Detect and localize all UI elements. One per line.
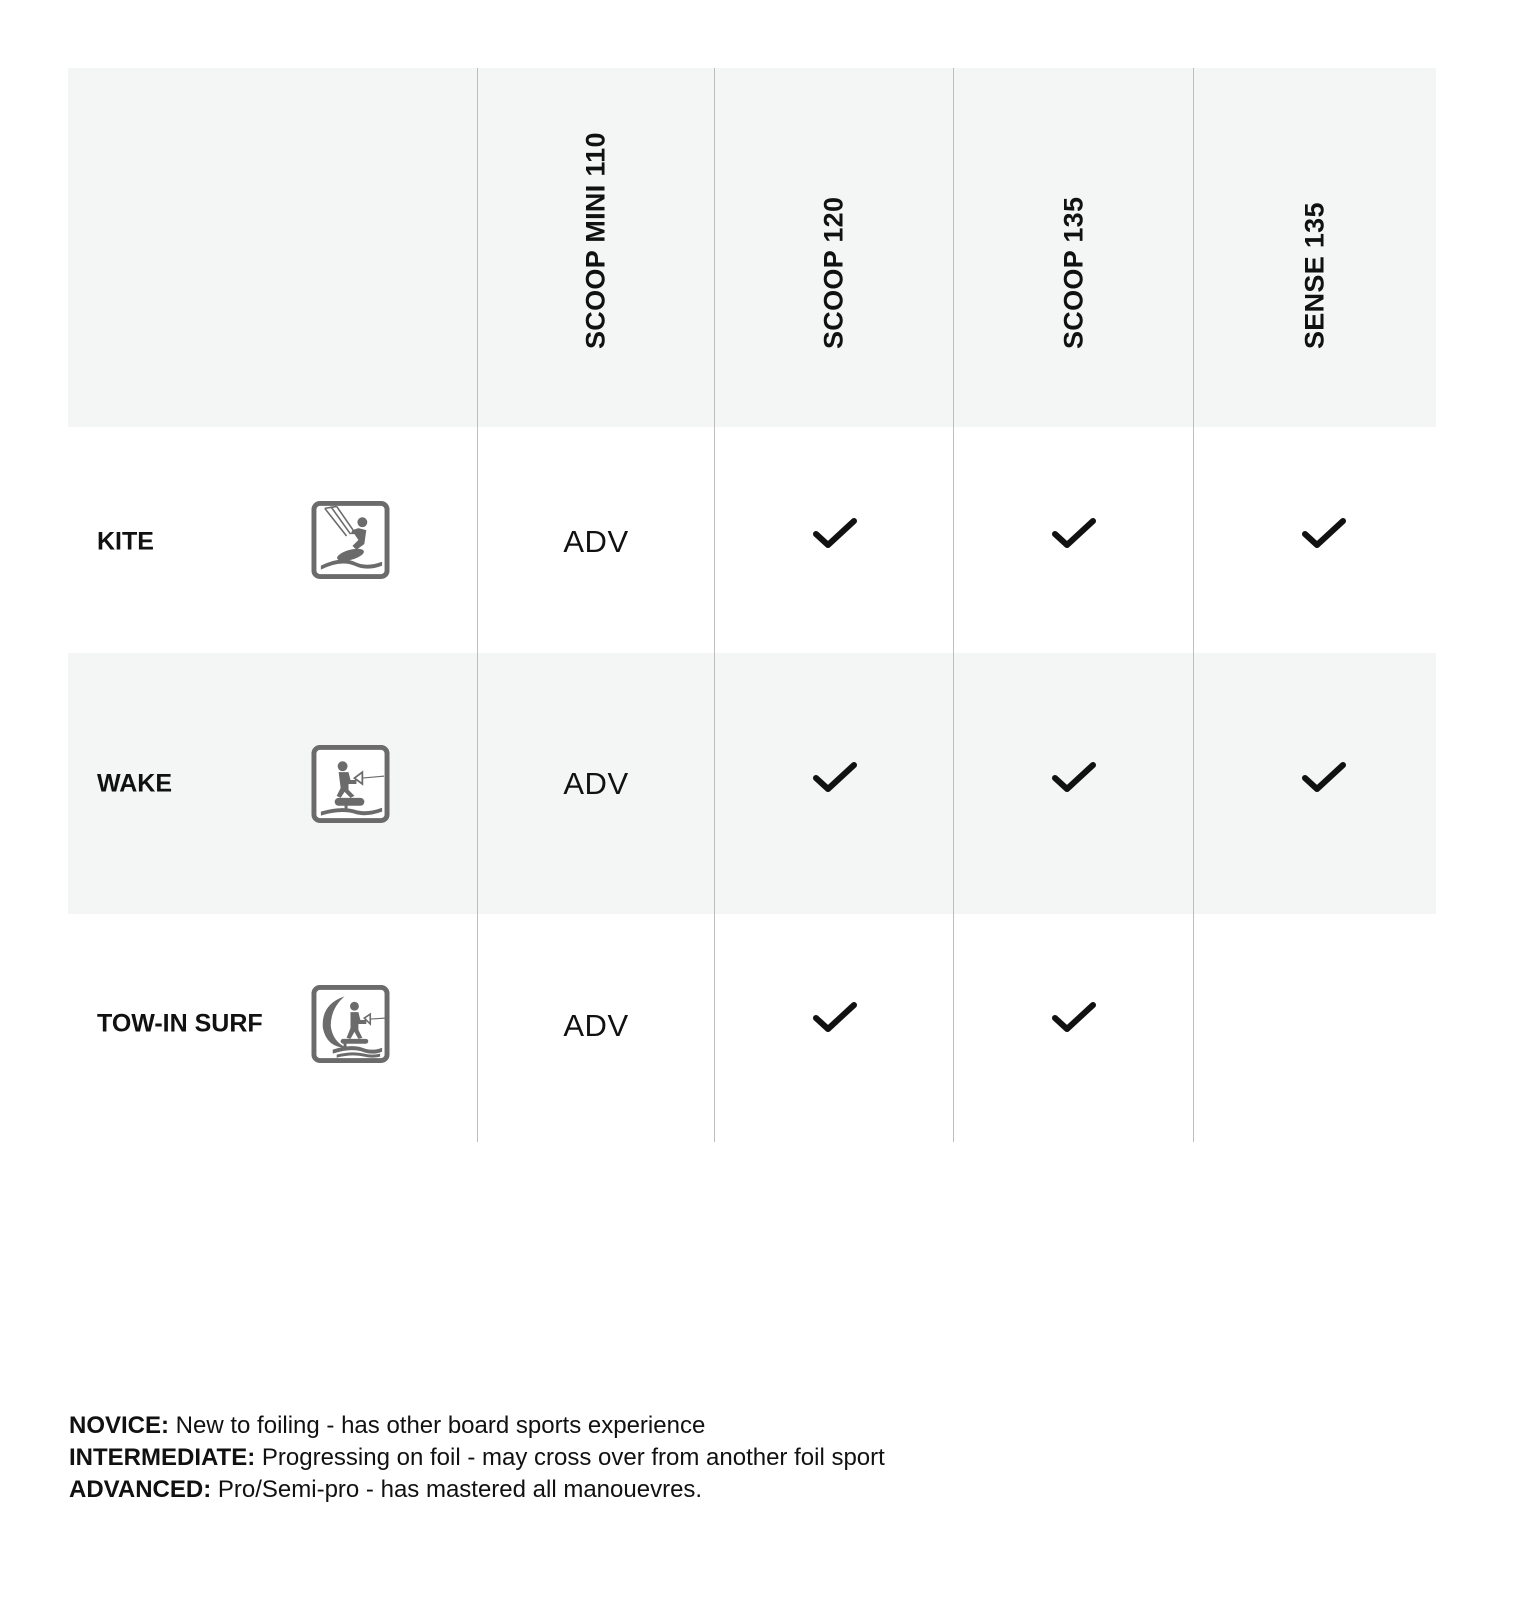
- skill-level-adv: ADV: [563, 524, 629, 559]
- checkmark-icon: [812, 1000, 858, 1036]
- row-band-wake: [68, 653, 1436, 914]
- row-band-kite: [68, 427, 1436, 653]
- column-header-scoop-120: [715, 68, 953, 427]
- column-header-scoop-135: [954, 68, 1193, 427]
- checkmark-icon: [1301, 760, 1347, 796]
- cell-tow-in-surf-scoop-120: [812, 1000, 858, 1036]
- legend-item-advanced: [69, 1474, 885, 1506]
- cell-wake-sense-135: [1301, 760, 1347, 796]
- legend-description: Pro/Semi-pro - has mastered all manouevres.: [211, 1476, 703, 1503]
- column-header-label: SCOOP 120: [818, 196, 849, 349]
- legend-term: INTERMEDIATE:: [69, 1444, 256, 1471]
- cell-wake-scoop-120: [812, 760, 858, 796]
- checkmark-icon: [1051, 516, 1097, 552]
- row-label: KITE: [97, 527, 154, 556]
- cell-kite-scoop-120: [812, 516, 858, 552]
- column-header-label: SENSE 135: [1299, 202, 1330, 349]
- column-header-scoop-mini-110: [478, 68, 714, 427]
- skill-level-legend: [69, 1410, 885, 1506]
- compatibility-table: [68, 68, 1436, 1142]
- tow-in-surf-icon: [311, 985, 390, 1064]
- cell-wake-scoop-mini-110: [563, 766, 628, 802]
- column-header-sense-135: [1194, 68, 1436, 427]
- checkmark-icon: [812, 760, 858, 796]
- row-band-tow-in-surf: [68, 914, 1436, 1142]
- legend-description: Progressing on foil - may cross over from another foil sport: [255, 1444, 885, 1471]
- legend-term: ADVANCED:: [69, 1476, 212, 1503]
- legend-description: New to foiling - has other board sports experience: [169, 1412, 706, 1439]
- checkmark-icon: [812, 516, 858, 552]
- cell-kite-sense-135: [1301, 516, 1347, 552]
- legend-item-intermediate: [69, 1442, 885, 1474]
- checkmark-icon: [1301, 516, 1347, 552]
- cell-kite-scoop-mini-110: [563, 524, 628, 560]
- wake-foil-icon: [311, 745, 390, 824]
- cell-kite-scoop-135: [1051, 516, 1097, 552]
- column-header-label: SCOOP MINI 110: [580, 132, 611, 349]
- checkmark-icon: [1051, 1000, 1097, 1036]
- kite-foil-icon: [311, 501, 390, 580]
- legend-term: NOVICE:: [69, 1412, 170, 1439]
- legend-item-novice: [69, 1410, 885, 1442]
- skill-level-adv: ADV: [563, 766, 629, 801]
- column-header-label: SCOOP 135: [1058, 196, 1088, 349]
- skill-level-adv: ADV: [563, 1008, 629, 1043]
- checkmark-icon: [1051, 760, 1097, 796]
- cell-tow-in-surf-scoop-mini-110: [563, 1008, 628, 1044]
- cell-wake-scoop-135: [1051, 760, 1097, 796]
- cell-tow-in-surf-scoop-135: [1051, 1000, 1097, 1036]
- row-label: WAKE: [97, 769, 172, 798]
- row-label: TOW-IN SURF: [97, 1009, 263, 1038]
